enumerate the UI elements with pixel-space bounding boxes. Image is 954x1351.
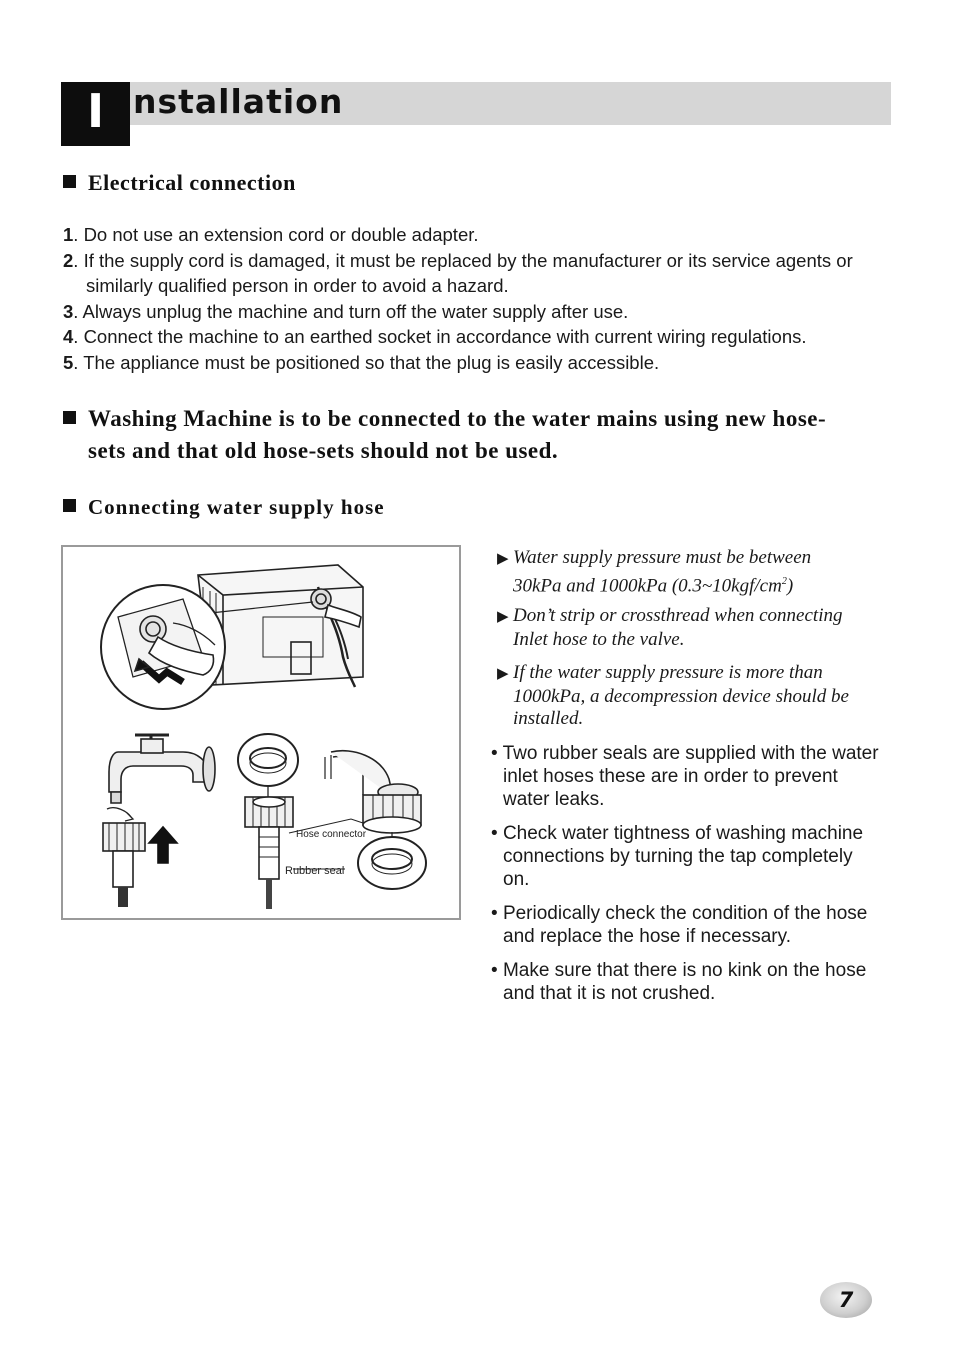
note-text-line: Inlet hose to the valve. xyxy=(513,628,685,650)
square-bullet-icon xyxy=(63,411,76,424)
electrical-heading-text: Electrical connection xyxy=(88,170,296,195)
rubber-seal-label: Rubber seal xyxy=(285,865,345,877)
note-text-line: 1000kPa, a decompression device should be xyxy=(513,685,849,707)
note-text: Water supply pressure must be between xyxy=(513,547,812,568)
hose-notice-line2: sets and that old hose-sets should not be used. xyxy=(88,438,559,463)
note-text: If the water supply pressure is more than xyxy=(513,662,823,683)
note-text-line xyxy=(497,571,877,598)
list-number: 2 xyxy=(63,249,74,271)
water-supply-heading-text: Connecting water supply hose xyxy=(88,495,385,519)
list-number: 3 xyxy=(63,300,74,322)
list-text: . If the supply cord is damaged, it must be replaced by the manufacturer or its service agents or similarly qualified person in order to avoid a hazard. xyxy=(73,249,853,297)
electrical-list xyxy=(63,222,883,376)
hose-connector-label: Hose connector xyxy=(296,829,367,840)
dot-bullet-icon: • xyxy=(491,823,503,844)
list-text: . Do not use an extension cord or double adapter. xyxy=(73,224,479,245)
list-number: 5 xyxy=(63,351,74,373)
title-initial: I xyxy=(61,82,130,146)
page-title: nstallation xyxy=(133,82,344,121)
square-bullet-icon xyxy=(63,175,76,188)
bullet-text: Two rubber seals are supplied with the water inlet hoses these are in order to prevent water leaks. xyxy=(502,743,879,810)
list-number: 1 xyxy=(63,224,74,245)
note-text: ) xyxy=(786,574,794,596)
dot-bullet-icon: • xyxy=(491,743,503,764)
list-item xyxy=(491,959,881,1005)
triangle-bullet-icon: ▶ xyxy=(497,609,509,625)
note-text: Don’t strip or crossthread when connecting xyxy=(513,605,843,626)
list-text: . Connect the machine to an earthed socket in accordance with current wiring regulations. xyxy=(73,326,807,348)
list-number: 4 xyxy=(63,326,74,348)
hose-bullet-list xyxy=(491,742,881,1016)
electrical-heading xyxy=(63,170,296,196)
dot-bullet-icon: • xyxy=(491,903,503,924)
list-item xyxy=(491,742,881,811)
note-text-line: installed. xyxy=(513,708,584,729)
note-text: 30kPa and 1000kPa (0.3~10kgf/cm xyxy=(513,574,782,596)
list-item xyxy=(63,324,883,350)
list-item xyxy=(63,350,883,376)
water-supply-heading xyxy=(63,495,385,520)
dot-bullet-icon: • xyxy=(491,960,503,981)
hose-connection-illustration xyxy=(61,545,461,920)
superscript: 2 xyxy=(781,575,787,587)
bullet-text: Make sure that there is no kink on the hose and that it is not crushed. xyxy=(502,960,867,1004)
hose-illustration-drawing xyxy=(63,547,459,918)
bullet-text: Periodically check the condition of the hose and replace the hose if necessary. xyxy=(502,903,868,947)
list-text: . Always unplug the machine and turn off the water supply after use. xyxy=(73,300,629,322)
list-item xyxy=(491,822,881,891)
list-item xyxy=(63,299,883,325)
list-item xyxy=(491,902,881,948)
list-item xyxy=(63,222,883,248)
triangle-bullet-icon: ▶ xyxy=(497,551,509,567)
triangle-bullet-icon: ▶ xyxy=(497,666,509,682)
hose-notice-line1: Washing Machine is to be connected to the water mains using new hose- xyxy=(88,406,827,431)
note-crossthread xyxy=(497,605,877,651)
note-decompression xyxy=(497,662,877,731)
list-item xyxy=(63,248,883,299)
note-pressure xyxy=(497,547,877,597)
hose-notice-heading xyxy=(63,403,883,467)
bullet-text: Check water tightness of washing machine connections by turning the tap completely on. xyxy=(502,823,864,890)
list-text: . The appliance must be positioned so that the plug is easily accessible. xyxy=(73,351,660,373)
square-bullet-icon xyxy=(63,499,76,512)
page-number: 7 xyxy=(820,1282,872,1318)
